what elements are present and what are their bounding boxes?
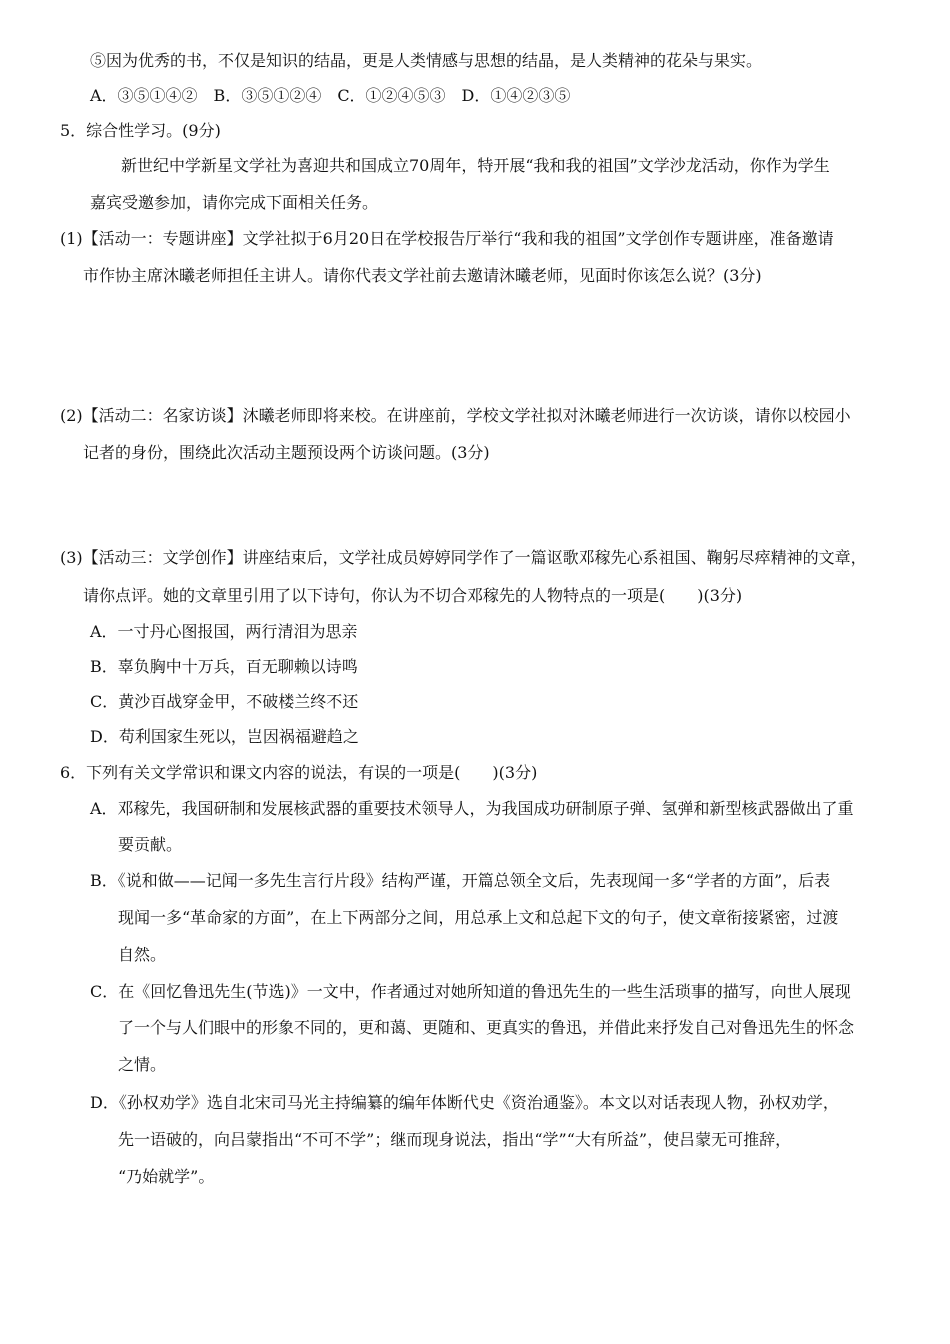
q5-title: 5．综合性学习。(9分) <box>60 121 221 140</box>
q5-option-a: A．一寸丹心图报国，两行清泪为思亲 <box>90 622 358 641</box>
q5-sub3-line2: 请你点评。她的文章里引用了以下诗句，你认为不切合邓稼先的人物特点的一项是( )(3分) <box>83 586 743 605</box>
q6-option-d-line2: 先一语破的，向吕蒙指出“不可不学”；继而现身说法，指出“学”“大有所益”，使吕蒙无可推辞， <box>118 1130 792 1149</box>
q5-sub1-line2: 市作协主席沐曦老师担任主讲人。请你代表文学社前去邀请沐曦老师，见面时你该怎么说？(3分) <box>83 266 762 285</box>
q5-option-c: C．黄沙百战穿金甲，不破楼兰终不还 <box>90 692 359 711</box>
q5-option-b: B．辜负胸中十万兵，百无聊赖以诗鸣 <box>90 657 358 676</box>
q6-option-d-line3: “乃始就学”。 <box>118 1167 215 1186</box>
q6-option-d-line1: D．《孙权劝学》选自北宋司马光主持编纂的编年体断代史《资治通鉴》。本文以对话表现人物，孙权劝学， <box>90 1093 839 1112</box>
q6-option-a-line1: A．邓稼先，我国研制和发展核武器的重要技术领导人，为我国成功研制原子弹、氢弹和新型核武器做出了重 <box>90 799 854 818</box>
q6-option-b-line2: 现闻一多“革命家的方面”，在上下两部分之间，用总承上文和总起下文的句子，使文章衔接紧密，过渡 <box>118 908 839 927</box>
q4-options: A．③⑤①④② B．③⑤①②④ C．①②④⑤③ D．①④②③⑤ <box>90 86 571 105</box>
q5-intro-line1: 新世纪中学新星文学社为喜迎共和国成立70周年，特开展“我和我的祖国”文学沙龙活动，你作为学生 <box>121 156 830 175</box>
q5-option-d: D．苟利国家生死以，岂因祸福避趋之 <box>90 727 359 746</box>
q6-option-c-line3: 之情。 <box>118 1055 167 1074</box>
q6-option-b-line1: B．《说和做——记闻一多先生言行片段》结构严谨，开篇总领全文后，先表现闻一多“学者的方面”，后表 <box>90 871 831 890</box>
q6-option-c-line1: C．在《回忆鲁迅先生(节选)》一文中，作者通过对她所知道的鲁迅先生的一些生活琐事的描写，向世人展现 <box>90 982 851 1001</box>
q6-option-b-line3: 自然。 <box>118 945 167 964</box>
q5-sub2-line2: 记者的身份，围绕此次活动主题预设两个访谈问题。(3分) <box>83 443 490 462</box>
q5-sub1-line1: (1)【活动一：专题讲座】文学社拟于6月20日在学校报告厅举行“我和我的祖国”文学创作专题讲座，准备邀请 <box>60 229 834 248</box>
q6-title: 6．下列有关文学常识和课文内容的说法，有误的一项是( )(3分) <box>60 763 538 782</box>
q6-option-c-line2: 了一个与人们眼中的形象不同的，更和蔼、更随和、更真实的鲁迅，并借此来抒发自己对鲁迅先生的怀念 <box>118 1018 855 1037</box>
q4-item-5: ⑤因为优秀的书，不仅是知识的结晶，更是人类情感与思想的结晶，是人类精神的花朵与果实。 <box>90 51 763 70</box>
q5-intro-line2: 嘉宾受邀参加，请你完成下面相关任务。 <box>90 193 379 212</box>
q5-sub3-line1: (3)【活动三：文学创作】讲座结束后，文学社成员婷婷同学作了一篇讴歌邓稼先心系祖国、鞠躬尽瘁精神的文章， <box>60 548 867 567</box>
q6-option-a-line2: 要贡献。 <box>118 835 183 854</box>
q5-sub2-line1: (2)【活动二：名家访谈】沐曦老师即将来校。在讲座前，学校文学社拟对沐曦老师进行一次访谈，请你以校园小 <box>60 406 851 425</box>
